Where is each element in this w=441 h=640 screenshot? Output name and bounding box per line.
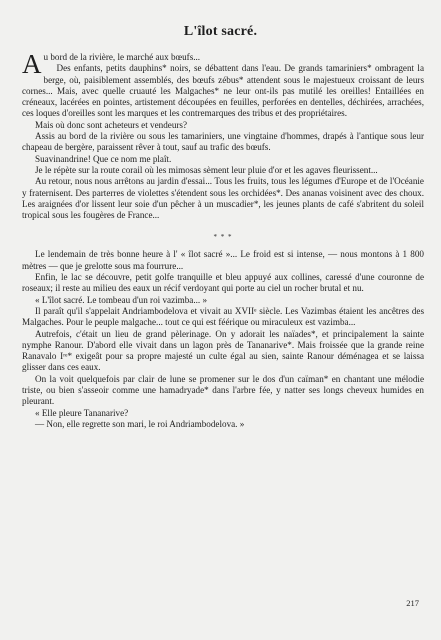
paragraph-15: — Non, elle regrette son mari, le roi Andriambodelova. »: [35, 418, 245, 429]
paragraph-10: « L'îlot sacré. Le tombeau d'un roi vazimba... »: [35, 294, 208, 305]
body-text: [22, 49, 424, 430]
paragraph-7: Au retour, nous nous arrêtons au jardin d'essai... Tous les fruits, tous les légumes d'Europe et de l'Océanie y fraternisent. Des parterres de violettes s'étendent sous les orchidées*. Des ananas voisinent avec des choux. Les araignées d'or lissent leur soie d'un pêcher à un muscadier*, les jeunes plants de café s'abritent du soleil tropical sous les fougères de France...: [22, 176, 424, 221]
paragraph-6: Je le répète sur la route corail où les mimosas sèment leur pluie d'or et les agaves fleurissent...: [35, 164, 378, 175]
drop-cap: A: [22, 49, 42, 79]
paragraph-9: Enfin, le lac se découvre, petit golfe tranquille et bleu appuyé aux collines, caressé d'une couronne de roseaux; il reste au milieu des eaux un récif verdoyant qui porte au ciel un rocher brutal et nu.: [22, 272, 424, 294]
paragraph-14: « Elle pleure Tananarive?: [35, 407, 129, 418]
paragraph-5: Suavinandrine! Que ce nom me plaît.: [35, 153, 172, 164]
paragraph-13: On la voit quelquefois par clair de lune se promener sur le dos d'un caïman* en chantant une mélodie triste, ou bien s'asseoir comme une hamadryade* dans l'arbre fée, y natter ses longs cheveux humides en pleurant.: [22, 373, 424, 407]
page-number: 217: [406, 598, 419, 608]
paragraph-8: Le lendemain de très bonne heure à l' « îlot sacré »... Le froid est si intense, — nous montons à 1 800 mètres — que je grelotte sous ma fourrure...: [22, 249, 424, 271]
paragraph-2: Des enfants, petits dauphins* noirs, se débattent dans l'eau. De grands tamariniers* ombragent la berge, où, paisiblement assemblés, des bœufs zébus* attendent sous le majestueux croissant de leurs cornes... Mais, avec quelle cruauté les Malgaches* ne leur ont-ils pas mutilé les oreilles! Entaillées en créneaux, lacérées en pointes, artistement découpées en feuilles, perforées en dentelles, déchirées, arrachées, ces loques d'oreilles sont les marques et les contremarques des tribus et des propriétaires.: [22, 63, 424, 119]
paragraph-12: Autrefois, c'était un lieu de grand pèlerinage. On y adorait les naïades*, et principalement la sainte nymphe Ranour. D'abord elle vivait dans un lagon près de Tananarive*. Mais froissée que la grande reine Ranavalo Iʳᵉ* exigeât pour sa propre majesté un culte égal au sien, sainte Ranour déménagea et se laissa glisser dans ces eaux.: [22, 328, 424, 373]
paragraph-3: Mais où donc sont acheteurs et vendeurs?: [35, 119, 188, 130]
page-title: L'îlot sacré.: [183, 24, 258, 39]
section-separator: * * *: [213, 233, 233, 242]
paragraph-4: Assis au bord de la rivière ou sous les tamariniers, une vingtaine d'hommes, drapés à l'antique sous leur chapeau de bergère, paraissent rêver à tout, sauf au trafic des bœufs.: [22, 131, 424, 153]
paragraph-1: Au bord de la rivière, le marché aux bœufs...: [22, 49, 201, 79]
paragraph-11: Il paraît qu'il s'appelait Andriambodelova et vivait au XVIIᵉ siècle. Les Vazimbas étaient les ancêtres des Malgaches. Pour le peuple malgache... tout ce qui est féérique ou miraculeux est vazimba...: [22, 305, 424, 328]
